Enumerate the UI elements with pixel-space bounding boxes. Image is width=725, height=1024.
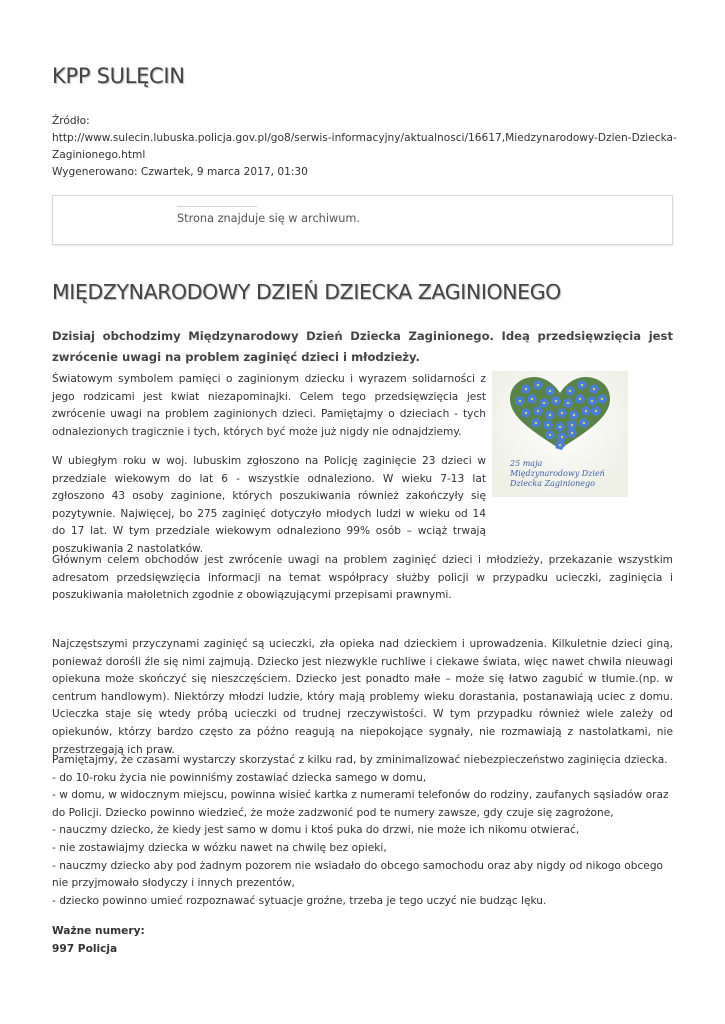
source-url[interactable]: http://www.sulecin.lubuska.policja.gov.pl/go8/serwis-informacyjny/aktualnosci/16617,Miedzynarodowy-Dzien-Dziecka-Zaginionego.html — [52, 132, 677, 161]
advice-list — [52, 752, 673, 910]
archive-notice — [52, 195, 673, 245]
article-lead: Dzisiaj obchodzimy Międzynarodowy Dzień Dziecka Zaginionego. Ideą przedsięwzięcia jest zwrócenie uwagi na problem zaginięć dzieci i młodzieży. — [52, 329, 673, 364]
important-number: 997 Policja — [52, 943, 118, 955]
caption-date: 25 maja — [510, 459, 543, 468]
generated-date: Wygenerowano: Czwartek, 9 marca 2017, 01:30 — [52, 166, 308, 178]
caption-title-1: Międzynarodowy Dzień — [510, 469, 605, 478]
site-title: KPP SULĘCIN — [52, 64, 185, 88]
advice-item: - nie zostawiajmy dziecka w wózku nawet na chwilę bez opieki, — [52, 841, 387, 854]
advice-item: - nauczmy dziecko aby pod żadnym pozorem nie wsiadało do obcego samochodu oraz aby nigdy od nikogo obcego nie przyjmowało słodyczy i innych prezentów, — [52, 859, 664, 890]
archive-divider — [177, 206, 257, 207]
important-numbers — [52, 922, 145, 958]
advice-item: - nauczmy dziecko, że kiedy jest samo w domu i ktoś puka do drzwi, nie może ich nikomu otwierać, — [52, 824, 580, 837]
important-label: Ważne numery: — [52, 925, 145, 937]
image-caption — [510, 459, 605, 489]
forget-me-not-image — [492, 371, 628, 497]
paragraph-symbol: Światowym symbolem pamięci o zaginionym dziecku i wyrazem solidarności z jego rodzicami jest kwiat niezapominajki. Celem tego przedsięwzięcia jest zwrócenie uwagi na problem zaginionych dzieci. Pamiętajmy o dzieciach - tych odnalezionych tragicznie i tych, których być może już nigdy nie odnajdziemy. — [52, 373, 486, 438]
source-label: Źródło: — [52, 115, 90, 127]
document-meta — [52, 113, 677, 181]
paragraph-statistics: W ubiegłym roku w woj. lubuskim zgłoszono na Policję zaginięcie 23 dzieci w przedziale wiekowym do lat 6 - wszystkie odnaleziono. W wieku 7-13 lat zgłoszono 43 osoby zaginione, których poszukiwania również zakończyły się pozytywnie. Najwięcej, bo 275 zaginięć dotyczyło młodych ludzi w wieku od 14 do 17 lat. W tym przedziale wiekowym odnaleziono 99% osób – wciąż trwają poszukiwania 2 nastolatków. — [52, 455, 486, 555]
caption-title-2: Dziecka Zaginionego — [510, 479, 595, 488]
advice-item: - dziecko powinno umieć rozpoznawać sytuacje groźne, trzeba je tego uczyć nie budząc lęku. — [52, 894, 547, 907]
paragraph-goal: Głównym celem obchodów jest zwrócenie uwagi na problem zaginięć dzieci i młodzieży, przekazanie wszystkim adresatom przedsięwzięcia informacji na temat współpracy służby policji w przypadku ucieczki, zaginięcia i poszukiwania małoletnich zgodnie z obowiązującymi przepisami prawnymi. — [52, 554, 673, 602]
advice-item: - w domu, w widocznym miejscu, powinna wisieć kartka z numerami telefonów do rodziny, zaufanych sąsiadów oraz do Policji. Dziecko powinno wiedzieć, że może zadzwonić pod te numery zawsze, gdy czuje się zagrożone, — [52, 789, 669, 819]
paragraph-causes: Najczęstszymi przyczynami zaginięć są ucieczki, zła opieka nad dzieckiem i uprowadzenia. Kilkuletnie dzieci giną, ponieważ dorośli źle się nimi zajmują. Dziecko jest niezwykle ruchliwe i ciekawe świata, więc nawet chwila nieuwagi opiekuna może skończyć się nieszczęściem. Dziecko jest ponadto małe – może się łatwo zagubić w tłumie.(np. w centrum handlowym). Niektórzy młodzi ludzie, który mają problemy wieku dorastania, postanawiają uciec z domu. Ucieczka staje się wtedy próbą ucieczki od trudnej rzeczywistości. W tym przypadku również wiele zależy od opiekunów, którzy bardzo często za późno reagują na niepokojące sygnały, nie rozmawiają z nastolatkami, nie przestrzegają ich praw. — [52, 638, 673, 756]
archive-message: Strona znajduje się w archiwum. — [177, 212, 360, 225]
advice-item: - do 10-roku życia nie powinniśmy zostawiać dziecka samego w domu, — [52, 771, 427, 784]
advice-intro: Pamiętajmy, że czasami wystarczy skorzystać z kilku rad, by zminimalizować niebezpieczeństwo zaginięcia dziecka. — [52, 754, 668, 766]
article-title: MIĘDZYNARODOWY DZIEŃ DZIECKA ZAGINIONEGO — [52, 280, 561, 304]
